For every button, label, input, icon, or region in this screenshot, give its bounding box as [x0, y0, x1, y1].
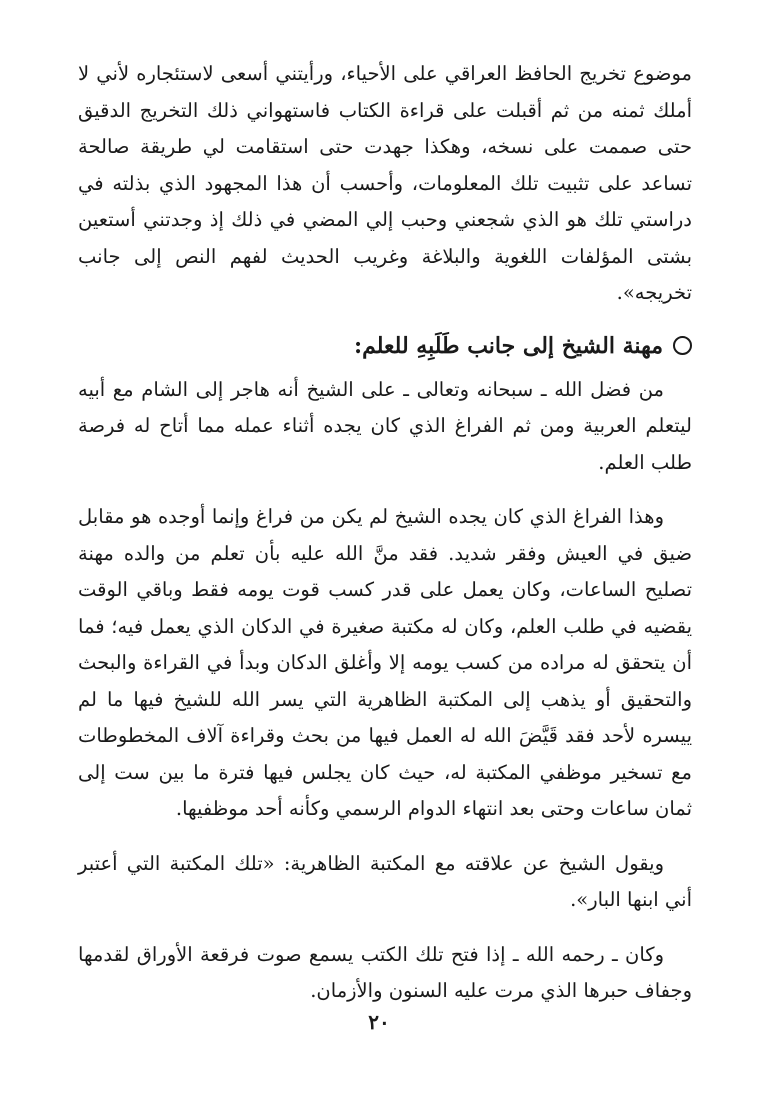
- page-body: [78, 56, 692, 1010]
- page-number: ٢٠: [368, 1010, 390, 1034]
- paragraph-intro: موضوع تخريج الحافظ العراقي على الأحياء، ورأيتني أسعى لاستئجاره لأني لا أملك ثمنه من ثم أقبلت على قراءة الكتاب فاستهواني ذلك التخريج الدقيق حتى صممت على نسخه، وهكذا جهدت حتى استقامت لي طريقة صالحة تساعد على تثبيت تلك المعلومات، وأحسب أن هذا المجهود الذي بذلته في دراستي تلك هو الذي شجعني وحبب إلي المضي في ذلك إذ وجدتني أستعين بشتى المؤلفات اللغوية والبلاغة وغريب الحديث لفهم النص إلى جانب تخريجه».: [78, 62, 692, 304]
- section-heading: [78, 326, 692, 366]
- section-heading-text: مهنة الشيخ إلى جانب طَلَبِهِ للعلم:: [354, 332, 663, 359]
- paragraph-migration: من فضل الله ـ سبحانه وتعالى ـ على الشيخ أنه هاجر إلى الشام مع أبيه ليتعلم العربية ومن ثم الفراغ الذي كان يجده أثناء عمله مما أتاح له فرصة طلب العلم.: [78, 377, 692, 474]
- paragraph-old-books: وكان ـ رحمه الله ـ إذا فتح تلك الكتب يسمع صوت فرقعة الأوراق لقدمها وجفاف حبرها الذي مرت عليه السنون والأزمان.: [78, 942, 692, 1002]
- paragraph-watch-repair: وهذا الفراغ الذي كان يجده الشيخ لم يكن من فراغ وإنما أوجده هو مقابل ضيق في العيش وفقر شديد. فقد منَّ الله عليه بأن تعلم من والده مهنة تصليح الساعات، وكان يعمل على قدر كسب قوت يومه فقط وباقي الوقت يقضيه في طلب العلم، وكان له مكتبة صغيرة في الدكان الذي يعمل فيه؛ فما أن يتحقق له مراده من كسب يومه إلا وأغلق الدكان وبدأ في القراءة والبحث والتحقيق أو يذهب إلى المكتبة الظاهرية التي يسر الله للشيخ فيها ما لم ييسره لأحد فقد قَيَّضَ الله له العمل فيها من بحث وقراءة آلاف المخطوطات مع تسخير موظفي المكتبة له، حيث كان يجلس فيها فترة ما بين ست إلى ثمان ساعات وحتى بعد انتهاء الدوام الرسمي وكأنه أحد موظفيها.: [78, 505, 692, 820]
- paragraph-library-quote: ويقول الشيخ عن علاقته مع المكتبة الظاهرية: «تلك المكتبة التي أعتبر أني ابنها البار».: [78, 851, 692, 911]
- circle-bullet-icon: [673, 336, 692, 355]
